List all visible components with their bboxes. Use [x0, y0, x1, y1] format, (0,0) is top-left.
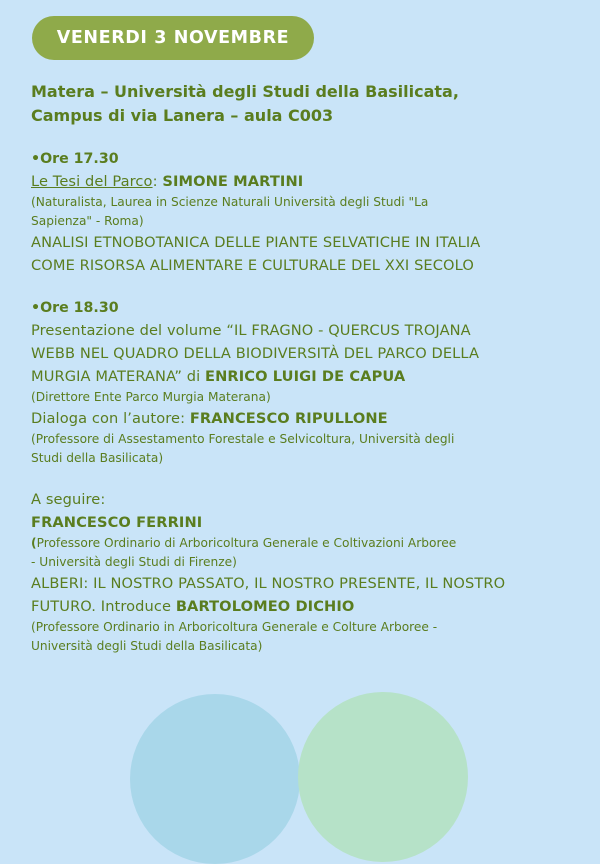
- event-3-intro: A seguire:: [31, 491, 106, 508]
- event-3-title-1: ALBERI: IL NOSTRO PASSATO, IL NOSTRO PRESENTE, IL NOSTRO: [31, 575, 506, 592]
- event-2-dialog-role-2: Studi della Basilicata): [31, 451, 164, 465]
- location-line-1: Matera – Università degli Studi della Basilicata,: [31, 82, 459, 101]
- event-2-line-3-pre: MURGIA MATERANA” di: [31, 368, 206, 385]
- event-3-title-2-pre: FUTURO. Introduce: [31, 598, 176, 615]
- program-content: [31, 80, 583, 656]
- event-3-role-1: [31, 534, 583, 553]
- event-1-title-2: COME RISORSA ALIMENTARE E CULTURALE DEL XXI SECOLO: [31, 257, 474, 274]
- decorative-circle-left: [130, 694, 300, 864]
- event-1-affiliation-2: Sapienza" - Roma): [31, 214, 144, 228]
- event-1: [31, 148, 583, 277]
- date-badge: VENERDI 3 NOVEMBRE: [32, 16, 314, 60]
- event-2-dialog-pre: Dialoga con l’autore:: [31, 410, 190, 427]
- event-2-line-3: [31, 365, 583, 388]
- event-3-role-paren: (: [31, 536, 37, 550]
- event-2-dialog-role-1: (Professore di Assestamento Forestale e Selvicoltura, Università degli: [31, 432, 455, 446]
- event-3-introducer-role-1: (Professore Ordinario in Arboricoltura Generale e Colture Arboree -: [31, 620, 438, 634]
- event-2: [31, 297, 583, 468]
- event-3-introducer-role-2: Università degli Studi della Basilicata): [31, 639, 263, 653]
- event-2-line-2: WEBB NEL QUADRO DELLA BIODIVERSITÀ DEL PARCO DELLA: [31, 345, 480, 362]
- event-2-dialog-name: FRANCESCO RIPULLONE: [189, 410, 388, 427]
- event-2-author: ENRICO LUIGI DE CAPUA: [205, 368, 406, 385]
- event-3-title-2: [31, 595, 583, 618]
- event-2-time: •Ore 18.30: [31, 300, 119, 316]
- event-3-role-2: - Università degli Studi di Firenze): [31, 555, 237, 569]
- event-1-affiliation-1: (Naturalista, Laurea in Scienze Naturali Università degli Studi "La: [31, 195, 429, 209]
- location-block: [31, 80, 583, 128]
- event-1-time: •Ore 17.30: [31, 151, 119, 167]
- event-2-line-1: Presentazione del volume “IL FRAGNO - QUERCUS TROJANA: [31, 322, 471, 339]
- event-3-introducer: BARTOLOMEO DICHIO: [175, 598, 355, 615]
- event-1-heading: [31, 170, 583, 193]
- event-3: [31, 488, 583, 656]
- event-1-colon: :: [152, 173, 163, 190]
- event-2-author-role: (Direttore Ente Parco Murgia Materana): [31, 390, 271, 404]
- event-1-speaker: SIMONE MARTINI: [162, 173, 304, 190]
- event-3-role-1-text: Professore Ordinario di Arboricoltura Generale e Coltivazioni Arboree: [36, 536, 457, 550]
- event-3-speaker: FRANCESCO FERRINI: [31, 514, 203, 531]
- event-1-title-1: ANALISI ETNOBOTANICA DELLE PIANTE SELVATICHE IN ITALIA: [31, 234, 481, 251]
- event-2-dialog: [31, 407, 583, 430]
- location-line-2: Campus di via Lanera – aula C003: [31, 106, 334, 125]
- event-1-prefix: Le Tesi del Parco: [31, 173, 153, 190]
